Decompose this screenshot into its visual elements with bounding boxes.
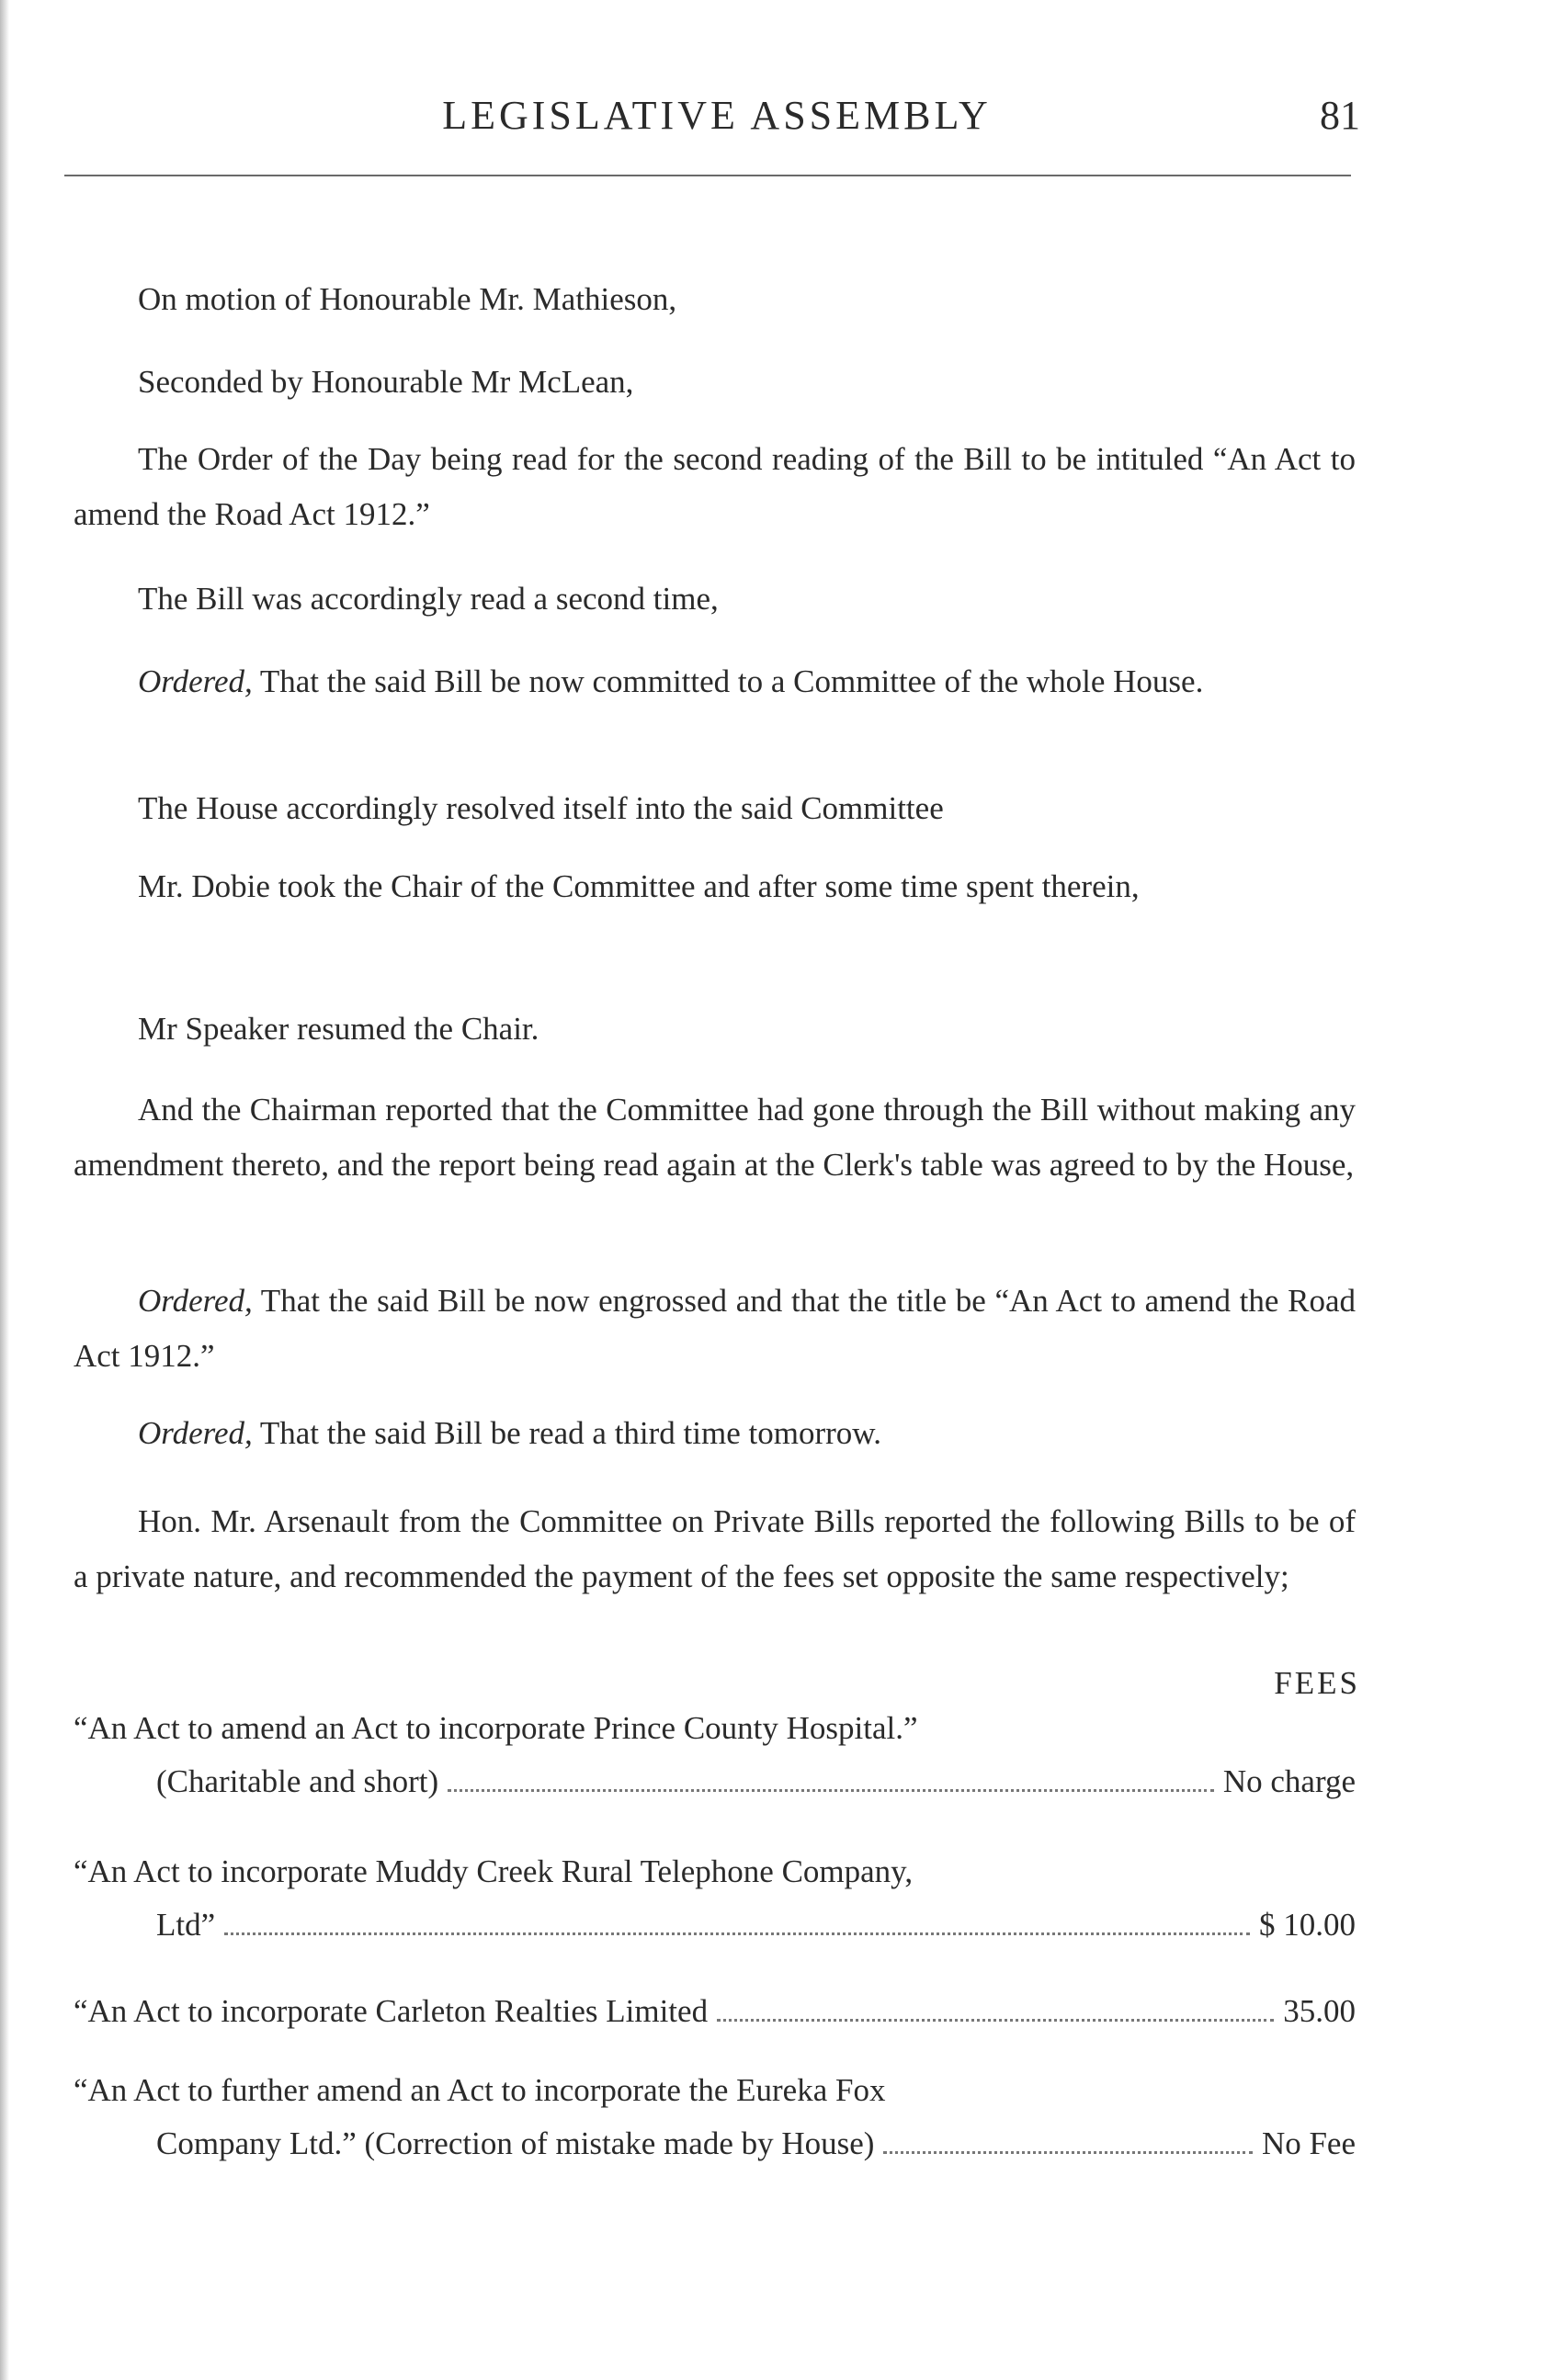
ordered-text: That the said Bill be now committed to a Committee of the whole House. [252, 663, 1204, 699]
paragraph-house-resolved: The House accordingly resolved itself into the said Committee [138, 790, 944, 826]
bill-title: “An Act to incorporate Muddy Creek Rural Telephone Company, [74, 1853, 914, 1889]
dot-leader [883, 2151, 1252, 2154]
paragraph-seconded: Seconded by Honourable Mr McLean, [138, 364, 634, 400]
bill-fee-line [74, 1985, 1356, 2038]
bill-fee: No Fee [1261, 2125, 1356, 2161]
bill-fee: $ 10.00 [1259, 1907, 1356, 1943]
paragraph-ordered-engrossed [74, 1274, 1356, 1384]
bill-item [74, 1985, 1356, 2038]
paragraph-second-reading: The Bill was accordingly read a second time, [138, 581, 719, 617]
bill-fee-line [74, 1755, 1356, 1808]
paragraph-private-bills: Hon. Mr. Arsenault from the Committee on Private Bills reported the following Bills to be of a private nature, and recommended the payment of the fees set opposite the same respectively; [74, 1503, 1356, 1594]
bill-note: Company Ltd.” (Correction of mistake made by House) [156, 2125, 875, 2161]
ordered-label: Ordered, [138, 663, 253, 699]
fees-heading: FEES [1274, 1665, 1360, 1701]
bill-item [74, 1702, 1356, 1808]
page-header [74, 92, 1360, 147]
bill-title: “An Act to amend an Act to incorporate Prince County Hospital.” [74, 1710, 918, 1746]
paragraph-order-of-day: The Order of the Day being read for the second reading of the Bill to be intituled “An Act to amend the Road Act 1912.” [74, 441, 1356, 532]
running-title: LEGISLATIVE ASSEMBLY [442, 93, 992, 138]
bill-title: “An Act to incorporate Carleton Realties Limited [74, 1993, 709, 2029]
paragraph-motion: On motion of Honourable Mr. Mathieson, [138, 281, 677, 317]
ordered-label: Ordered, [138, 1415, 253, 1451]
bill-fee-line [74, 1898, 1356, 1952]
page-number: 81 [1320, 93, 1360, 138]
bill-fee-line [74, 2117, 1356, 2170]
bill-note: (Charitable and short) [156, 1763, 439, 1799]
bill-item [74, 1845, 1356, 1952]
paragraph-ordered-committee [74, 654, 1356, 709]
bill-title: “An Act to further amend an Act to incorporate the Eureka Fox [74, 2072, 886, 2108]
bill-item [74, 2064, 1356, 2170]
bill-note: Ltd” [156, 1907, 216, 1943]
ordered-text: That the said Bill be read a third time tomorrow. [252, 1415, 882, 1451]
paragraph-dobie-chair: Mr. Dobie took the Chair of the Committee and after some time spent therein, [138, 868, 1140, 904]
dot-leader [717, 2019, 1274, 2022]
dot-leader [224, 1932, 1250, 1935]
bill-fee: 35.00 [1283, 1993, 1356, 2029]
ordered-text: That the said Bill be now engrossed and that the title be “An Act to amend the Road Act 1912.” [74, 1283, 1356, 1374]
bill-fee: No charge [1222, 1763, 1356, 1799]
paragraph-chairman-report: And the Chairman reported that the Committee had gone through the Bill without making any amendment thereto, and the report being read again at the Clerk's table was agreed to by the House, [74, 1092, 1356, 1183]
header-rule [64, 175, 1351, 176]
paragraph-ordered-third [74, 1406, 1356, 1461]
page-edge-shadow [0, 0, 9, 2380]
dot-leader [448, 1789, 1214, 1792]
paragraph-speaker: Mr Speaker resumed the Chair. [138, 1011, 539, 1047]
ordered-label: Ordered, [138, 1283, 253, 1319]
